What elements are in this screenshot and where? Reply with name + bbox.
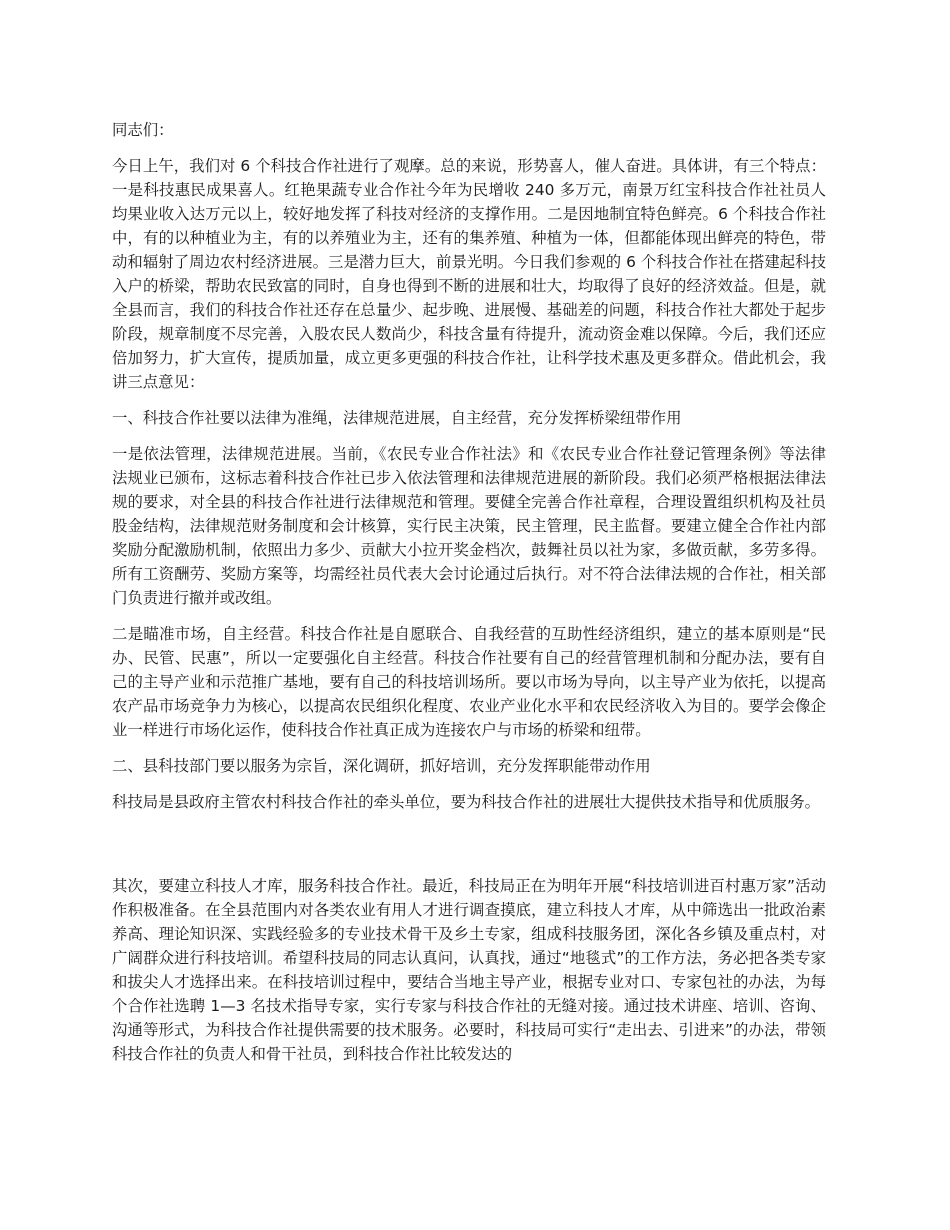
spacer bbox=[112, 826, 826, 874]
document-body bbox=[112, 118, 826, 1078]
section-heading-2: 二、县科技部门要以服务为宗旨，深化调研，抓好培训，充分发挥职能带动作用 bbox=[112, 757, 651, 775]
intro-paragraph: 今日上午，我们对 6 个科技合作社进行了观摩。总的来说，形势喜人，催人奋进。具体讲，有三个特点：一是科技惠民成果喜人。红艳果蔬专业合作社今年为民增收 240 多万元，南景万红宝科技合作社社员人均果业收入达万元以上，较好地发挥了科技对经济的支撑作用。二是因地制宜特色鲜亮。6 个科技合作社中，有的以种植业为主，有的以养殖业为主，还有的集养殖、种植为一体，但都能体现出鲜亮的特色，带动和辐射了周边农村经济进展。三是潜力巨大，前景光明。今日我们参观的 6 个科技合作社在搭建起科技入户的桥梁，帮助农民致富的同时，自身也得到不断的进展和壮大，均取得了良好的经济效益。但是，就全县而言，我们的科技合作社还存在总量少、起步晚、进展慢、基础差的问题，科技合作社大都处于起步阶段，规章制度不尽完善，入股农民人数尚少，科技含量有待提升，流动资金难以保障。今后，我们还应倍加努力，扩大宣传，提质加量，成立更多更强的科技合作社，让科学技术惠及更多群众。借此机会，我讲三点意见： bbox=[112, 157, 826, 391]
paragraph-legal-management: 一是依法管理，法律规范进展。当前，《农民专业合作社法》和《农民专业合作社登记管理条例》等法律法规业已颁布，这标志着科技合作社已步入依法管理和法律规范进展的新阶段。我们必须严格根据法律法规的要求，对全县的科技合作社进行法律规范和管理。要健全完善合作社章程，合理设置组织机构及社员股金结构，法律规范财务制度和会计核算，实行民主决策，民主管理，民主监督。要建立健全合作社内部奖励分配激励机制，依照出力多少、贡献大小拉开奖金档次，鼓舞社员以社为家，多做贡献，多劳多得。所有工资酬劳、奖励方案等，均需经社员代表大会讨论通过后执行。对不符合法律法规的合作社，相关部门负责进行撤并或改组。 bbox=[112, 445, 826, 607]
section-heading-1: 一、科技合作社要以法律为准绳，法律规范进展，自主经营，充分发挥桥梁纽带作用 bbox=[112, 409, 682, 427]
greeting: 同志们： bbox=[112, 121, 174, 139]
paragraph-science-bureau: 科技局是县政府主管农村科技合作社的牵头单位，要为科技合作社的进展壮大提供技术指导和优质服务。 bbox=[112, 793, 820, 811]
paragraph-talent-pool: 其次，要建立科技人才库，服务科技合作社。最近，科技局正在为明年开展“科技培训进百村惠万家”活动作积极准备。在全县范围内对各类农业有用人才进行调查摸底，建立科技人才库，从中筛选出一批政治素养高、理论知识深、实践经验多的专业技术骨干及乡土专家，组成科技服务团，深化各乡镇及重点村，对广阔群众进行科技培训。希望科技局的同志认真问，认真找，通过“地毯式”的工作方法，务必把各类专家和拔尖人才选择出来。在科技培训过程中，要结合当地主导产业，根据专业对口、专家包社的办法，为每个合作社选聘 1—3 名技术指导专家，实行专家与科技合作社的无缝对接。通过技术讲座、培训、咨询、沟通等形式，为科技合作社提供需要的技术服务。必要时，科技局可实行“走出去、引进来”的办法，带领科技合作社的负责人和骨干社员，到科技合作社比较发达的 bbox=[112, 877, 826, 1063]
paragraph-market-operation: 二是瞄准市场，自主经营。科技合作社是自愿联合、自我经营的互助性经济组织，建立的基本原则是“民办、民管、民惠”，所以一定要强化自主经营。科技合作社要有自己的经营管理机制和分配办法，要有自己的主导产业和示范推广基地，要有自己的科技培训场所。要以市场为导向，以主导产业为依托，以提高农产品市场竞争力为核心，以提高农民组织化程度、农业产业化水平和农民经济收入为目的。要学会像企业一样进行市场化运作，使科技合作社真正成为连接农户与市场的桥梁和纽带。 bbox=[112, 625, 826, 739]
